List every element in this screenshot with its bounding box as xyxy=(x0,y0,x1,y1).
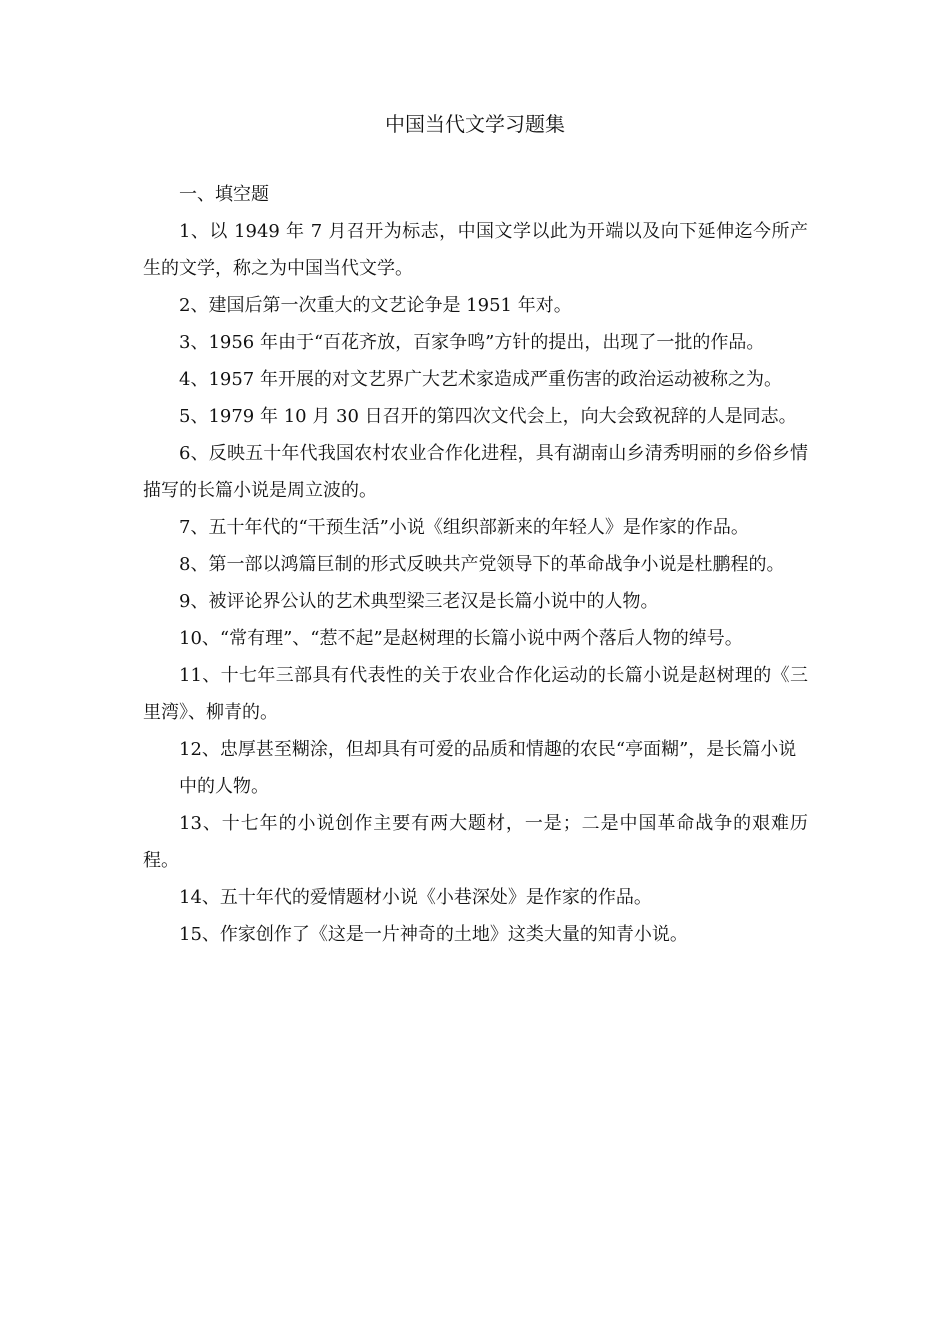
question-2: 2、建国后第一次重大的文艺论争是 1951 年对。 xyxy=(179,295,572,316)
question-15: 15、作家创作了《这是一片神奇的土地》这类大量的知青小说。 xyxy=(179,924,688,945)
document-body xyxy=(143,176,808,953)
question-7: 7、五十年代的“干预生活”小说《组织部新来的年轻人》是作家的作品。 xyxy=(179,517,749,538)
question-5: 5、1979 年 10 月 30 日召开的第四次文代会上，向大会致祝辞的人是同志。 xyxy=(179,406,797,427)
section-heading: 一、填空题 xyxy=(179,184,269,205)
question-11: 11、十七年三部具有代表性的关于农业合作化运动的长篇小说是赵树理的《三里湾》、柳青的。 xyxy=(143,665,808,723)
question-3: 3、1956 年由于“百花齐放，百家争鸣”方针的提出，出现了一批的作品。 xyxy=(179,332,765,353)
question-6: 6、反映五十年代我国农村农业合作化进程，具有湖南山乡清秀明丽的乡俗乡情描写的长篇小说是周立波的。 xyxy=(143,443,808,501)
question-4: 4、1957 年开展的对文艺界广大艺术家造成严重伤害的政治运动被称之为。 xyxy=(179,369,782,390)
question-14: 14、五十年代的爱情题材小说《小巷深处》是作家的作品。 xyxy=(179,887,652,908)
question-8: 8、第一部以鸿篇巨制的形式反映共产党领导下的革命战争小说是杜鹏程的。 xyxy=(179,554,785,575)
question-12: 12、忠厚甚至糊涂，但却具有可爱的品质和情趣的农民“亭面糊”，是长篇小说 xyxy=(179,739,797,760)
question-9: 9、被评论界公认的艺术典型梁三老汉是长篇小说中的人物。 xyxy=(179,591,659,612)
question-13: 13、十七年的小说创作主要有两大题材，一是；二是中国革命战争的艰难历程。 xyxy=(143,813,808,871)
question-12-continuation: 中的人物。 xyxy=(179,776,269,797)
question-1: 1、以 1949 年 7 月召开为标志，中国文学以此为开端以及向下延伸迄今所产生的文学，称之为中国当代文学。 xyxy=(143,221,808,279)
question-10: 10、“常有理”、“惹不起”是赵树理的长篇小说中两个落后人物的绰号。 xyxy=(179,628,743,649)
document-title: 中国当代文学习题集 xyxy=(385,112,565,136)
